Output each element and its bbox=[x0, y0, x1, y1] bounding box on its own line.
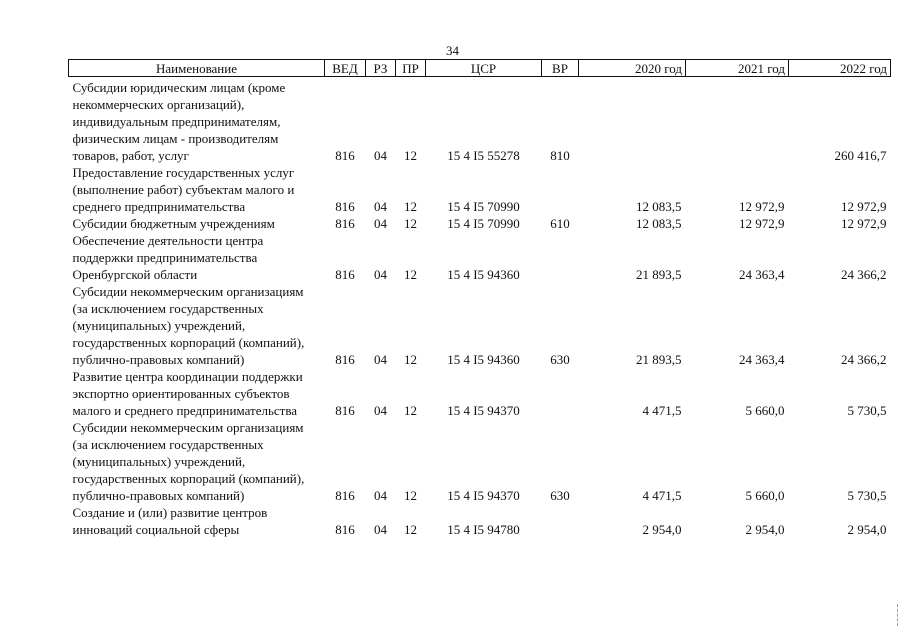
table-row bbox=[69, 232, 891, 283]
row-2021: 24 363,4 bbox=[739, 352, 785, 367]
table-row bbox=[69, 504, 891, 538]
row-pr: 12 bbox=[404, 352, 417, 367]
row-name: Обеспечение деятельности центра поддержки предпринимательства Оренбургской области bbox=[72, 233, 264, 282]
row-csr: 15 4 I5 94780 bbox=[447, 522, 520, 537]
table-row bbox=[69, 283, 891, 368]
row-ved: 816 bbox=[335, 352, 355, 367]
row-rz: 04 bbox=[374, 216, 387, 231]
row-csr: 15 4 I5 94360 bbox=[447, 352, 520, 367]
row-csr: 15 4 I5 94360 bbox=[447, 267, 520, 282]
row-name: Субсидии бюджетным учреждениям bbox=[72, 216, 275, 231]
header-csr: ЦСР bbox=[426, 60, 542, 77]
row-ved: 816 bbox=[335, 488, 355, 503]
row-csr: 15 4 I5 94370 bbox=[447, 403, 520, 418]
row-pr: 12 bbox=[404, 267, 417, 282]
row-ved: 816 bbox=[335, 216, 355, 231]
header-name: Наименование bbox=[69, 60, 325, 77]
row-name: Предоставление государственных услуг (выполнение работ) субъектам малого и среднего предпринимательства bbox=[72, 165, 295, 214]
row-2020: 12 083,5 bbox=[636, 216, 682, 231]
row-2021: 5 660,0 bbox=[745, 488, 785, 503]
row-2020: 4 471,5 bbox=[642, 403, 682, 418]
row-rz: 04 bbox=[374, 199, 387, 214]
row-name: Создание и (или) развитие центров инноваций социальной сферы bbox=[72, 505, 268, 537]
margin-mark bbox=[897, 604, 899, 626]
row-2022: 24 366,2 bbox=[841, 352, 887, 367]
row-name: Развитие центра координации поддержки экспортно ориентированных субъектов малого и среднего предпринимательства bbox=[72, 369, 303, 418]
table-row bbox=[69, 419, 891, 504]
row-pr: 12 bbox=[404, 148, 417, 163]
row-2020: 4 471,5 bbox=[642, 488, 682, 503]
header-2021: 2021 год bbox=[686, 60, 789, 77]
row-name: Субсидии юридическим лицам (кроме некоммерческих организаций), индивидуальным предпринимателям, физическим лицам - производителям товаров, работ, услуг bbox=[72, 80, 286, 163]
row-vr: 810 bbox=[550, 148, 570, 163]
row-2021: 2 954,0 bbox=[745, 522, 785, 537]
row-vr bbox=[542, 232, 579, 283]
row-ved: 816 bbox=[335, 522, 355, 537]
table-header bbox=[69, 60, 891, 77]
table-row bbox=[69, 164, 891, 215]
row-2021 bbox=[686, 77, 789, 165]
row-2021: 12 972,9 bbox=[739, 199, 785, 214]
row-ved: 816 bbox=[335, 403, 355, 418]
row-ved: 816 bbox=[335, 199, 355, 214]
row-ved: 816 bbox=[335, 267, 355, 282]
row-2022: 24 366,2 bbox=[841, 267, 887, 282]
header-2020: 2020 год bbox=[579, 60, 686, 77]
row-csr: 15 4 I5 55278 bbox=[447, 148, 520, 163]
row-rz: 04 bbox=[374, 352, 387, 367]
row-2022: 5 730,5 bbox=[847, 403, 887, 418]
row-2020: 12 083,5 bbox=[636, 199, 682, 214]
header-rz: РЗ bbox=[366, 60, 396, 77]
table-row bbox=[69, 77, 891, 165]
row-rz: 04 bbox=[374, 403, 387, 418]
row-2020 bbox=[579, 77, 686, 165]
row-pr: 12 bbox=[404, 522, 417, 537]
row-2020: 21 893,5 bbox=[636, 352, 682, 367]
row-vr: 630 bbox=[550, 488, 570, 503]
row-2021: 12 972,9 bbox=[739, 216, 785, 231]
budget-table bbox=[68, 59, 891, 538]
row-2020: 2 954,0 bbox=[642, 522, 682, 537]
table-row bbox=[69, 368, 891, 419]
row-pr: 12 bbox=[404, 199, 417, 214]
row-vr bbox=[542, 164, 579, 215]
row-csr: 15 4 I5 70990 bbox=[447, 199, 520, 214]
header-2022: 2022 год bbox=[789, 60, 891, 77]
row-rz: 04 bbox=[374, 488, 387, 503]
row-2021: 24 363,4 bbox=[739, 267, 785, 282]
row-name: Субсидии некоммерческим организациям (за исключением государственных (муниципальных) учреждений, государственных корпораций (компаний), публично-правовых компаний) bbox=[72, 420, 305, 503]
header-ved: ВЕД bbox=[325, 60, 366, 77]
row-2020: 21 893,5 bbox=[636, 267, 682, 282]
row-2022: 260 416,7 bbox=[834, 148, 887, 163]
row-csr: 15 4 I5 70990 bbox=[447, 216, 520, 231]
row-rz: 04 bbox=[374, 522, 387, 537]
row-2021: 5 660,0 bbox=[745, 403, 785, 418]
row-rz: 04 bbox=[374, 267, 387, 282]
row-2022: 5 730,5 bbox=[847, 488, 887, 503]
row-pr: 12 bbox=[404, 216, 417, 231]
row-pr: 12 bbox=[404, 403, 417, 418]
row-vr: 630 bbox=[550, 352, 570, 367]
row-rz: 04 bbox=[374, 148, 387, 163]
row-2022: 12 972,9 bbox=[841, 199, 887, 214]
header-vr: ВР bbox=[542, 60, 579, 77]
row-vr: 610 bbox=[550, 216, 570, 231]
row-pr: 12 bbox=[404, 488, 417, 503]
table-row bbox=[69, 215, 891, 232]
row-2022: 12 972,9 bbox=[841, 216, 887, 231]
row-name: Субсидии некоммерческим организациям (за исключением государственных (муниципальных) учреждений, государственных корпораций (компаний), публично-правовых компаний) bbox=[72, 284, 305, 367]
row-csr: 15 4 I5 94370 bbox=[447, 488, 520, 503]
row-vr bbox=[542, 504, 579, 538]
table-body bbox=[69, 77, 891, 539]
row-2022: 2 954,0 bbox=[847, 522, 887, 537]
header-pr: ПР bbox=[396, 60, 426, 77]
row-vr bbox=[542, 368, 579, 419]
page-number: 34 bbox=[446, 43, 459, 58]
row-ved: 816 bbox=[335, 148, 355, 163]
